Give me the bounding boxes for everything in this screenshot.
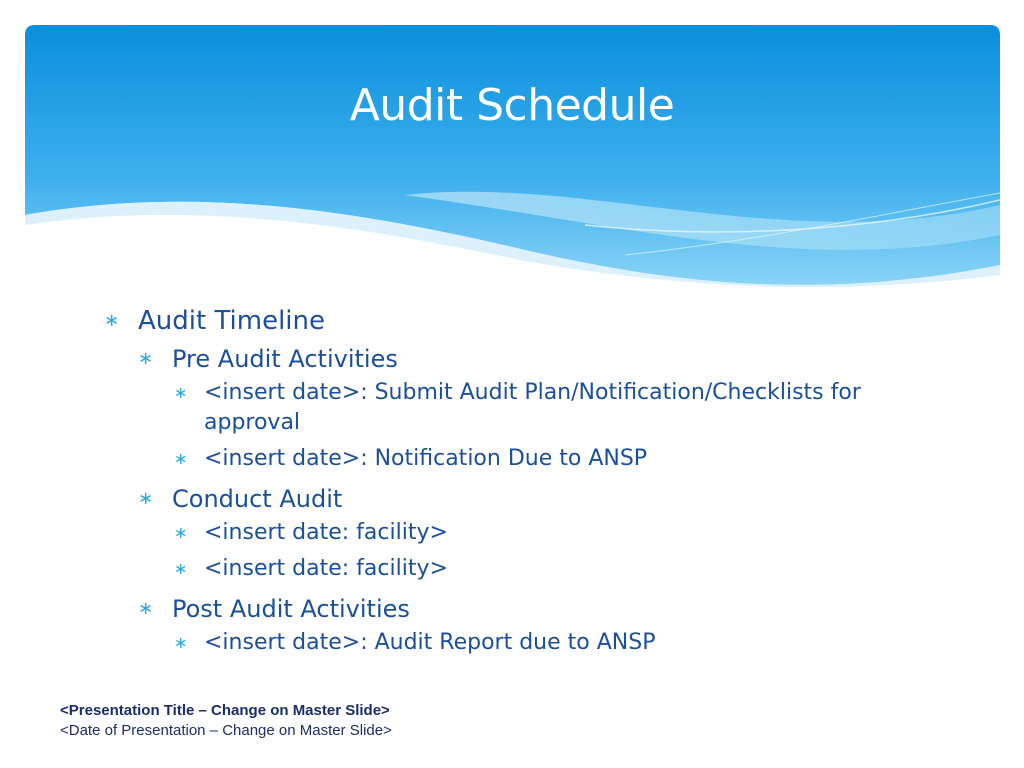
list-item bbox=[138, 590, 984, 628]
slide-footer bbox=[60, 701, 392, 741]
list-item bbox=[104, 302, 984, 340]
asterisk-bullet-icon: ∗ bbox=[174, 633, 188, 652]
list-item bbox=[174, 554, 984, 584]
footer-presentation-title: <Presentation Title – Change on Master Slide> bbox=[60, 702, 390, 719]
list-item bbox=[174, 378, 984, 438]
list-item bbox=[174, 444, 984, 474]
list-item bbox=[174, 628, 984, 658]
list-item-text: <insert date: facility> bbox=[204, 520, 448, 545]
asterisk-bullet-icon: ∗ bbox=[138, 598, 154, 619]
list-item bbox=[174, 518, 984, 548]
list-item-text: <insert date>: Submit Audit Plan/Notification/Checklists for approval bbox=[204, 380, 861, 435]
asterisk-bullet-icon: ∗ bbox=[138, 488, 154, 509]
list-item-text: Audit Timeline bbox=[138, 306, 326, 336]
list-item-text: Post Audit Activities bbox=[172, 595, 410, 623]
bullet-list bbox=[104, 302, 984, 664]
asterisk-bullet-icon: ∗ bbox=[174, 383, 188, 402]
header-wave-graphic bbox=[25, 25, 1000, 295]
list-item-text: Conduct Audit bbox=[172, 485, 343, 513]
asterisk-bullet-icon: ∗ bbox=[174, 523, 188, 542]
asterisk-bullet-icon: ∗ bbox=[174, 449, 188, 468]
asterisk-bullet-icon: ∗ bbox=[104, 310, 120, 331]
footer-presentation-date: <Date of Presentation – Change on Master Slide> bbox=[60, 722, 392, 739]
asterisk-bullet-icon: ∗ bbox=[138, 348, 154, 369]
list-item-text: <insert date>: Audit Report due to ANSP bbox=[204, 630, 656, 655]
header-banner bbox=[25, 25, 1000, 295]
list-item-text: <insert date: facility> bbox=[204, 556, 448, 581]
list-item bbox=[138, 480, 984, 518]
list-item-text: <insert date>: Notification Due to ANSP bbox=[204, 446, 648, 471]
slide-title: Audit Schedule bbox=[349, 80, 675, 131]
list-item bbox=[138, 340, 984, 378]
list-item-text: Pre Audit Activities bbox=[172, 345, 398, 373]
asterisk-bullet-icon: ∗ bbox=[174, 559, 188, 578]
